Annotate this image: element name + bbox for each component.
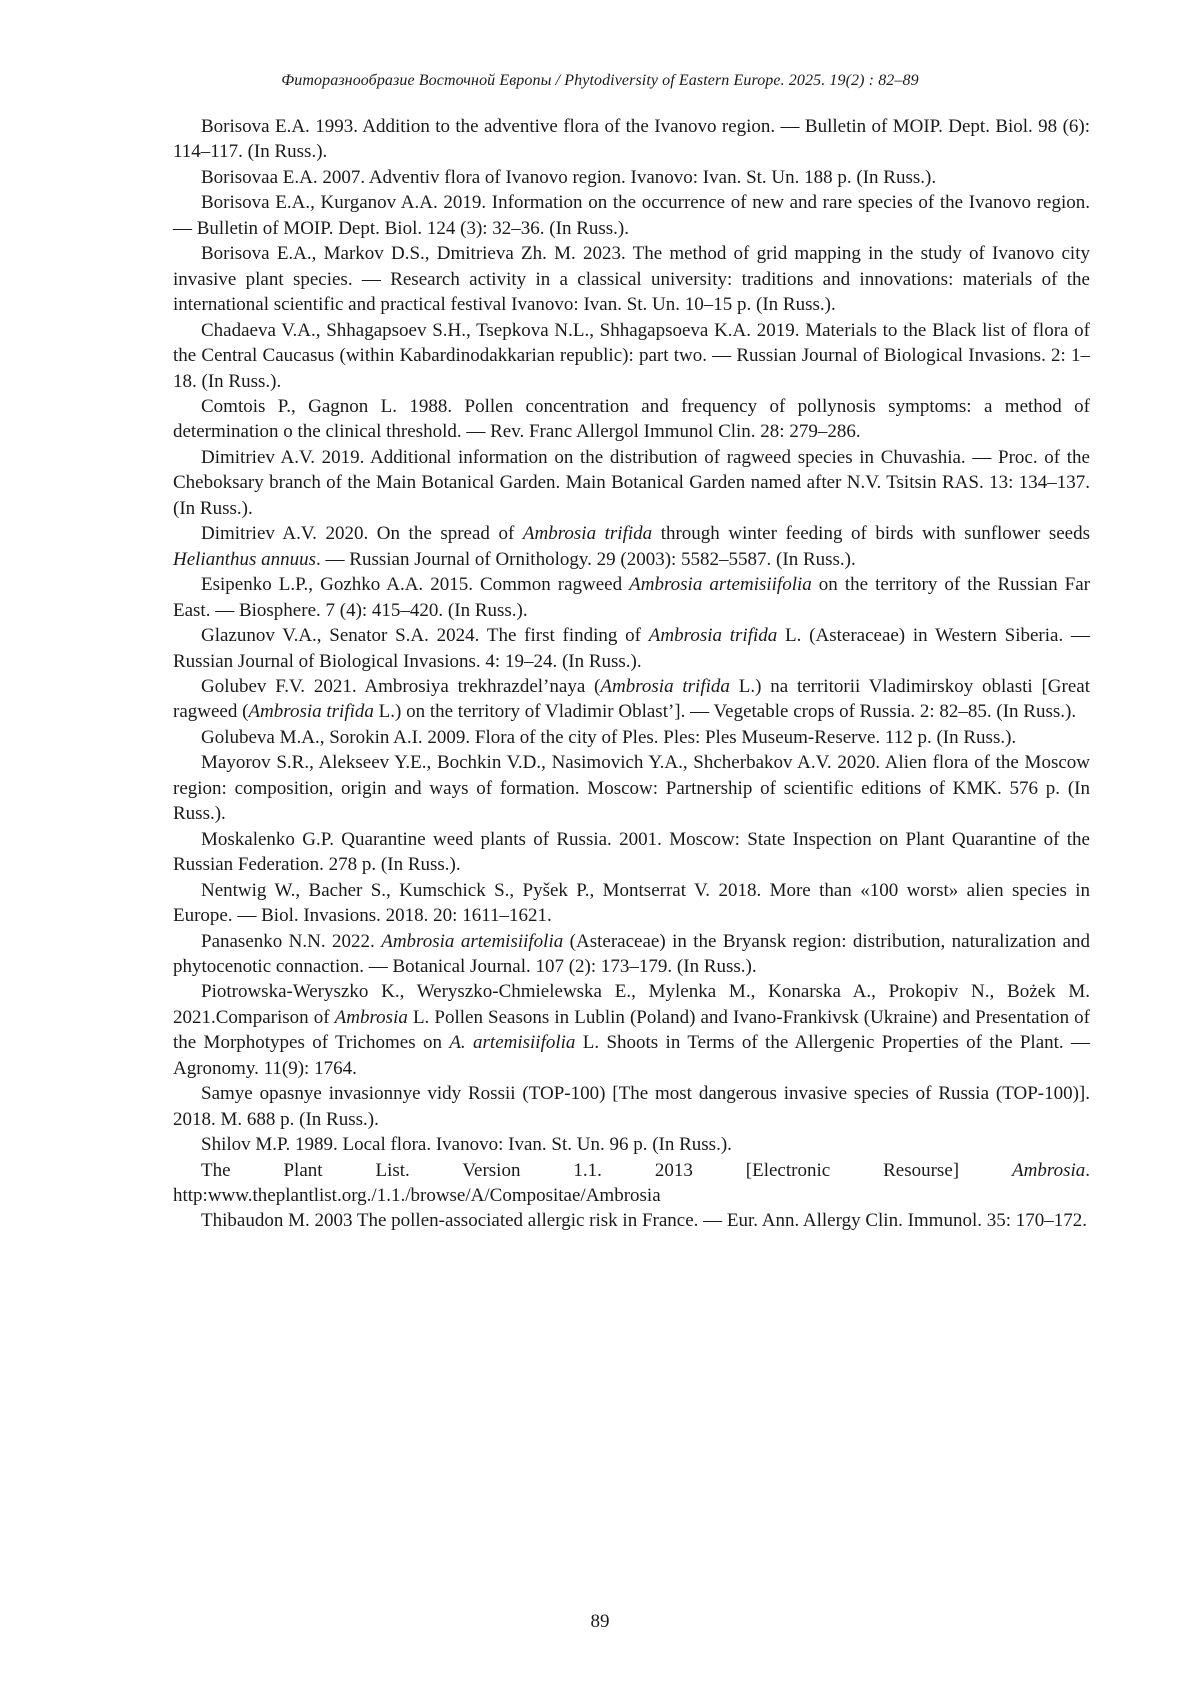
- reference-text: Comtois P., Gagnon L. 1988. Pollen concentration and frequency of pollynosis symptoms: a method of determination o the clinical threshold. — Rev. Franc Allergol Immunol Clin. 28: 279–286.: [173, 396, 1090, 442]
- page-number: 89: [0, 1611, 1200, 1633]
- reference-item: [173, 750, 1090, 826]
- reference-text: . — Russian Journal of Ornithology. 29 (2003): 5582–5587. (In Russ.).: [316, 549, 856, 570]
- reference-text: on the territory of the Russian Far East. — Biosphere. 7 (4): 415–420. (In Russ.).: [173, 574, 1090, 620]
- reference-text: Piotrowska-Weryszko K., Weryszko-Chmielewska E., Mylenka M., Konarska A., Prokopiv N., Bożek M. 2021.Comparison of: [173, 981, 1090, 1027]
- reference-taxon-italic: Ambrosia trifida: [600, 676, 730, 697]
- reference-text: Chadaeva V.A., Shhagapsoev S.H., Tsepkova N.L., Shhagapsoeva K.A. 2019. Materials to the Black list of flora of the Central Caucasus (within Kabardinodakkarian republic): part two. — Russian Journal of Biological Invasions. 2: 1–18. (In Russ.).: [173, 320, 1090, 392]
- reference-item: [173, 190, 1090, 241]
- running-header: Фиторазнообразие Восточной Европы / Phytodiversity of Eastern Europe. 2025. 19(2) : 82–89: [0, 72, 1200, 90]
- reference-text: Shilov M.P. 1989. Local flora. Ivanovo: Ivan. St. Un. 96 p. (In Russ.).: [201, 1134, 732, 1155]
- reference-text: Panasenko N.N. 2022.: [201, 931, 381, 952]
- reference-text: through winter feeding of birds with sunflower seeds: [652, 523, 1090, 544]
- reference-taxon-italic: Ambrosia trifida: [248, 701, 373, 722]
- reference-item: [173, 1158, 1090, 1209]
- reference-item: [173, 241, 1090, 317]
- reference-item: [173, 521, 1090, 572]
- reference-text: Samye opasnye invasionnye vidy Rossii (TOP-100) [The most dangerous invasive species of Russia (TOP-100)]. 2018. M. 688 p. (In Russ.).: [173, 1083, 1090, 1129]
- reference-item: [173, 623, 1090, 674]
- reference-item: [173, 929, 1090, 980]
- reference-taxon-italic: Ambrosia trifida: [523, 523, 652, 544]
- reference-text: Thibaudon M. 2003 The pollen-associated allergic risk in France. — Eur. Ann. Allergy Clin. Immunol. 35: 170–172.: [201, 1210, 1087, 1231]
- reference-taxon-italic: Ambrosia trifida: [649, 625, 777, 646]
- reference-item: [173, 1132, 1090, 1157]
- reference-taxon-italic: Ambrosia artemisiifolia: [381, 931, 563, 952]
- reference-list: [173, 114, 1090, 1234]
- reference-text: (Asteraceae) in the Bryansk region: distribution, naturalization and phytocenotic connaction. — Botanical Journal. 107 (2): 173–179. (In Russ.).: [173, 931, 1090, 977]
- reference-item: [173, 725, 1090, 750]
- reference-text: Borisova E.A., Markov D.S., Dmitrieva Zh. M. 2023. The method of grid mapping in the study of Ivanovo city invasive plant species. — Research activity in a classical university: traditions and innovations: materials of the international scientific and practical festival Ivanovo: Ivan. St. Un. 10–15 p. (In Russ.).: [173, 243, 1090, 315]
- reference-item: [173, 674, 1090, 725]
- reference-item: [173, 114, 1090, 165]
- reference-text: L.) na territorii Vladimirskoy oblasti [Great ragweed (: [173, 676, 1090, 722]
- reference-text: Golubev F.V. 2021. Ambrosiya trekhrazdel’naya (: [201, 676, 600, 697]
- reference-item: [173, 979, 1090, 1081]
- reference-text: Esipenko L.P., Gozhko A.A. 2015. Common ragweed: [201, 574, 629, 595]
- reference-text: . http:www.theplantlist.org./1.1./browse/A/Compositae/Ambrosia: [173, 1160, 1090, 1206]
- reference-text: Golubeva M.A., Sorokin A.I. 2009. Flora of the city of Ples. Ples: Ples Museum-Reserve. 112 p. (In Russ.).: [201, 727, 1016, 748]
- reference-taxon-italic: Helianthus annuus: [173, 549, 316, 570]
- reference-text: L.) on the territory of Vladimir Oblast’]. — Vegetable crops of Russia. 2: 82–85. (In Russ.).: [374, 701, 1076, 722]
- reference-text: Mayorov S.R., Alekseev Y.E., Bochkin V.D., Nasimovich Y.A., Shcherbakov A.V. 2020. Alien flora of the Moscow region: composition, origin and ways of formation. Moscow: Partnership of scientific editions of KMK. 576 p. (In Russ.).: [173, 752, 1090, 824]
- reference-text: L. (Asteraceae) in Western Siberia. — Russian Journal of Biological Invasions. 4: 19–24. (In Russ.).: [173, 625, 1090, 671]
- reference-text: Dimitriev A.V. 2019. Additional information on the distribution of ragweed species in Chuvashia. — Proc. of the Cheboksary branch of the Main Botanical Garden. Main Botanical Garden named after N.V. Tsitsin RAS. 13: 134–137. (In Russ.).: [173, 447, 1090, 519]
- reference-item: [173, 394, 1090, 445]
- reference-taxon-italic: Ambrosia: [1012, 1160, 1085, 1181]
- reference-text: Borisovaa E.A. 2007. Adventiv flora of Ivanovo region. Ivanovo: Ivan. St. Un. 188 p. (In Russ.).: [201, 167, 936, 188]
- reference-text: Borisova E.A. 1993. Addition to the adventive flora of the Ivanovo region. — Bulletin of MOIP. Dept. Biol. 98 (6): 114–117. (In Russ.).: [173, 116, 1090, 162]
- reference-text: L. Shoots in Terms of the Allergenic Properties of the Plant. — Agronomy. 11(9): 1764.: [173, 1032, 1090, 1078]
- reference-item: [173, 318, 1090, 394]
- reference-text: Glazunov V.A., Senator S.A. 2024. The first finding of: [201, 625, 649, 646]
- reference-item: [173, 1081, 1090, 1132]
- reference-text: Borisova E.A., Kurganov A.A. 2019. Information on the occurrence of new and rare species of the Ivanovo region. — Bulletin of MOIP. Dept. Biol. 124 (3): 32–36. (In Russ.).: [173, 192, 1090, 238]
- reference-text: Moskalenko G.P. Quarantine weed plants of Russia. 2001. Moscow: State Inspection on Plant Quarantine of the Russian Federation. 278 p. (In Russ.).: [173, 829, 1090, 875]
- reference-taxon-italic: Ambrosia: [335, 1007, 408, 1028]
- reference-item: [173, 827, 1090, 878]
- reference-item: [173, 878, 1090, 929]
- reference-taxon-italic: Ambrosia artemisiifolia: [629, 574, 812, 595]
- reference-item: [173, 1208, 1090, 1233]
- reference-text: L. Pollen Seasons in Lublin (Poland) and Ivano-Frankivsk (Ukraine) and Presentation of the Morphotypes of Trichomes on: [173, 1007, 1090, 1053]
- reference-item: [173, 445, 1090, 521]
- reference-text: The Plant List. Version 1.1. 2013 [Electronic Resourse]: [201, 1160, 1012, 1181]
- reference-item: [173, 165, 1090, 190]
- reference-taxon-italic: A. artemisiifolia: [449, 1032, 575, 1053]
- reference-item: [173, 572, 1090, 623]
- reference-text: Dimitriev A.V. 2020. On the spread of: [201, 523, 523, 544]
- reference-text: Nentwig W., Bacher S., Kumschick S., Pyšek P., Montserrat V. 2018. More than «100 worst» alien species in Europe. — Biol. Invasions. 2018. 20: 1611–1621.: [173, 880, 1090, 926]
